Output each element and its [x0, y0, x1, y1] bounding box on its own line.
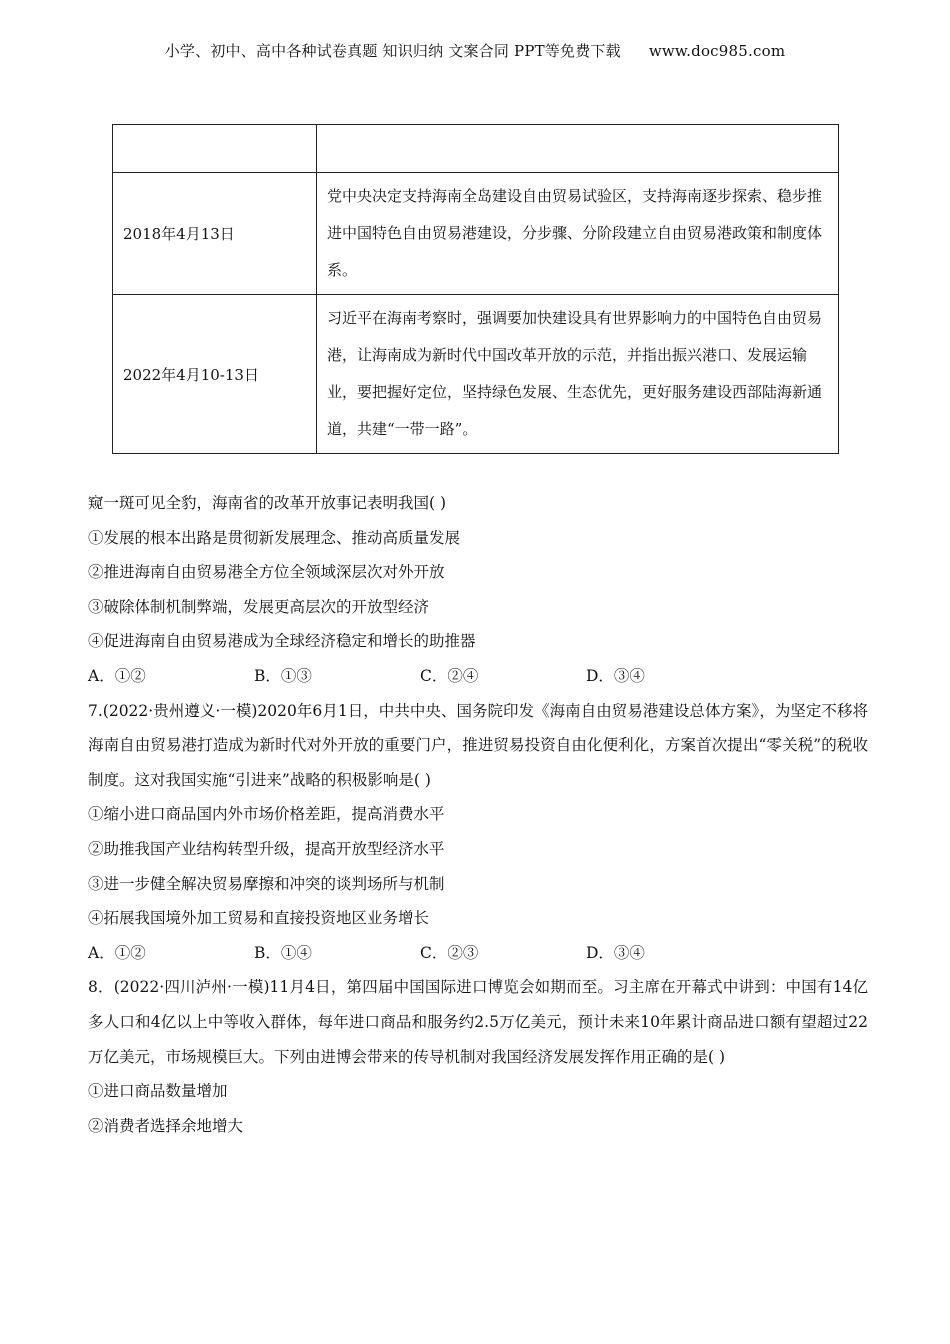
question-stem: 窥一斑可见全豹，海南省的改革开放事记表明我国( )	[88, 494, 447, 512]
table-cell-desc: 习近平在海南考察时，强调要加快建设具有世界影响力的中国特色自由贸易港，让海南成为新时代中国改革开放的示范，并指出振兴港口、发展运输业，要把握好定位，坚持绿色发展、生态优先，更好服务建设西部陆海新通道，共建“一带一路”。	[317, 295, 839, 454]
question-stem: 7.(2022·贵州遵义·一模)2020年6月1日，中共中央、国务院印发《海南自由贸易港建设总体方案》，为坚定不移将海南自由贸易港打造成为新时代对外开放的重要门户，推进贸易投资自由化便利化，方案首次提出“零关税”的税收制度。这对我国实施“引进来”战略的积极影响是( )	[88, 701, 868, 789]
events-table	[112, 124, 839, 454]
table-cell-date: 2022年4月10-13日	[113, 295, 317, 454]
option-d: D．③④	[586, 666, 645, 685]
choice-item: ③破除体制机制弊端，发展更高层次的开放型经济	[88, 597, 430, 616]
option-d: D．③④	[586, 943, 645, 962]
choice-item: ②助推我国产业结构转型升级，提高开放型经济水平	[88, 839, 445, 858]
table-cell-desc: 党中央决定支持海南全岛建设自由贸易试验区，支持海南逐步探索、稳步推进中国特色自由贸易港建设，分步骤、分阶段建立自由贸易港政策和制度体系。	[317, 173, 839, 295]
header-url[interactable]: www.doc985.com	[648, 42, 786, 60]
answer-options	[88, 659, 868, 694]
choice-item: ④拓展我国境外加工贸易和直接投资地区业务增长	[88, 909, 430, 928]
option-c: C．②③	[420, 943, 479, 962]
option-a: A．①②	[88, 666, 146, 685]
choice-item: ②消费者选择余地增大	[88, 1116, 244, 1135]
page-header	[0, 40, 950, 61]
question-stem: 8．(2022·四川泸州·一模)11月4日，第四届中国国际进口博览会如期而至。习主席在开幕式中讲到：中国有14亿多人口和4亿以上中等收入群体，每年进口商品和服务约2.5万亿美元，预计未来10年累计商品进口额有望超过22万亿美元，市场规模巨大。下列由进博会带来的传导机制对我国经济发展发挥作用正确的是( )	[88, 978, 868, 1066]
choice-item: ①缩小进口商品国内外市场价格差距，提高消费水平	[88, 805, 445, 824]
option-c: C．②④	[420, 666, 479, 685]
questions	[88, 486, 868, 1143]
table-cell-date	[113, 125, 317, 173]
option-b: B．①④	[254, 943, 312, 962]
answer-options	[88, 936, 868, 971]
choice-item: ①发展的根本出路是贯彻新发展理念、推动高质量发展	[88, 528, 461, 547]
table-row	[113, 173, 839, 295]
choice-item: ④促进海南自由贸易港成为全球经济稳定和增长的助推器	[88, 632, 476, 651]
choice-item: ②推进海南自由贸易港全方位全领域深层次对外开放	[88, 563, 445, 582]
choice-item: ③进一步健全解决贸易摩擦和冲突的谈判场所与机制	[88, 874, 445, 893]
table-row	[113, 125, 839, 173]
table-cell-date: 2018年4月13日	[113, 173, 317, 295]
option-a: A．①②	[88, 943, 146, 962]
option-b: B．①③	[254, 666, 312, 685]
table-cell-desc	[317, 125, 839, 173]
choice-item: ①进口商品数量增加	[88, 1082, 228, 1101]
table-row	[113, 295, 839, 454]
header-text: 小学、初中、高中各种试卷真题 知识归纳 文案合同 PPT等免费下载	[164, 42, 621, 60]
